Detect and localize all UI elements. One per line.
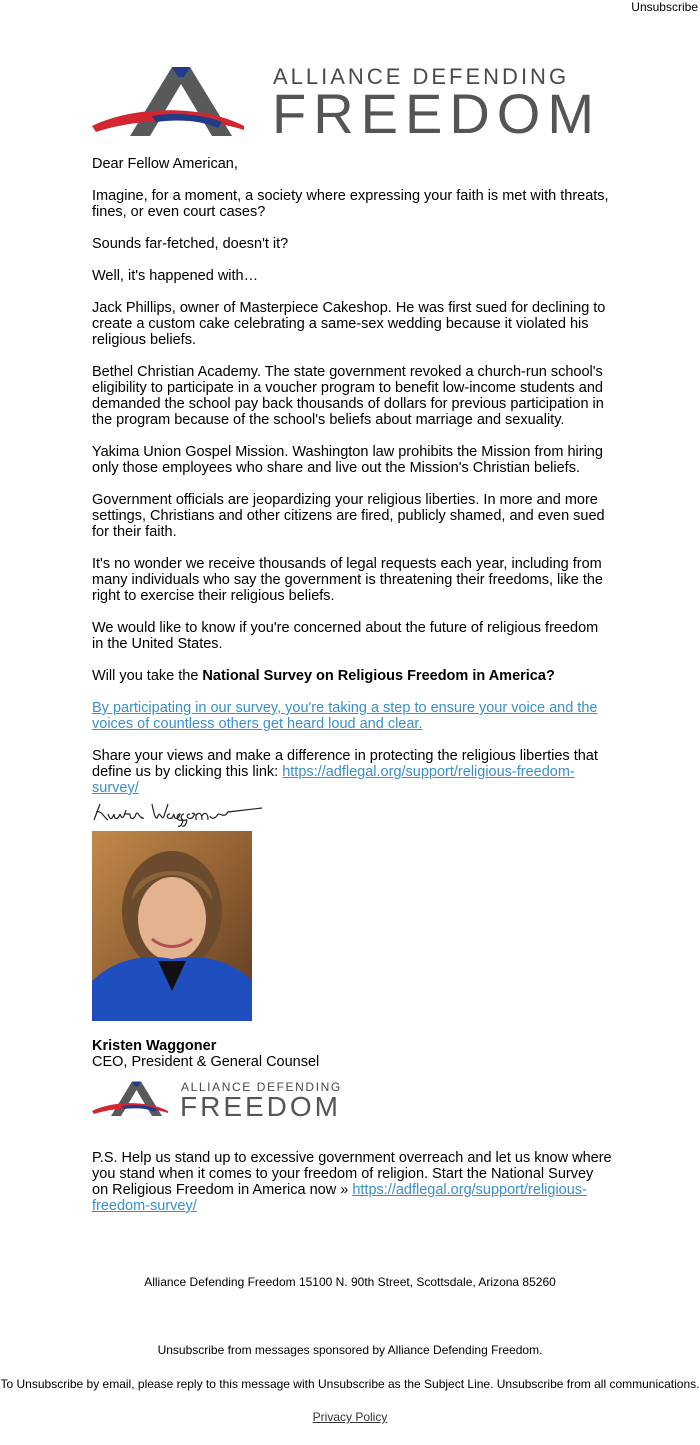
paragraph-share-views — [92, 748, 612, 796]
footer-address: Alliance Defending Freedom 15100 N. 90th Street, Scottsdale, Arizona 85260 — [144, 1275, 556, 1289]
paragraph-legal-requests: It's no wonder we receive thousands of legal requests each year, including from many individuals who say the government is threatening their freedoms, like the right to exercise their religious beliefs. — [92, 556, 603, 604]
adf-logo-mark-small-icon — [92, 1080, 172, 1120]
paragraph-participate-link — [92, 700, 612, 732]
footer-privacy — [0, 1410, 700, 1424]
privacy-policy-link[interactable]: Privacy Policy — [312, 1410, 388, 1424]
ps-paragraph — [92, 1150, 612, 1214]
signer-name: Kristen Waggoner — [92, 1038, 217, 1054]
logo-text-alliance-defending: ALLIANCE DEFENDING — [273, 64, 570, 89]
survey-url-link[interactable]: https://adflegal.org/support/religious-freedom-survey/ — [92, 764, 575, 796]
paragraph-concerned: We would like to know if you're concerned about the future of religious freedom in the United States. — [92, 620, 599, 652]
participate-survey-link[interactable]: By participating in our survey, you're taking a step to ensure your voice and the voices of countless others get heard loud and clear. — [92, 700, 598, 732]
survey-title: National Survey on Religious Freedom in America? — [202, 668, 555, 684]
signature-image — [92, 800, 272, 830]
adf-logo-mark-icon — [92, 64, 252, 144]
paragraph-far-fetched: Sounds far-fetched, doesn't it? — [92, 236, 289, 252]
paragraph-jack-phillips: Jack Phillips, owner of Masterpiece Cakeshop. He was first sued for declining to create a custom cake celebrating a same-sex wedding because it violated his religious beliefs. — [92, 300, 606, 348]
unsubscribe-top-link[interactable]: Unsubscribe — [631, 0, 698, 14]
signer-title: CEO, President & General Counsel — [92, 1054, 320, 1070]
logo-text-freedom: FREEDOM — [272, 82, 601, 145]
footer-unsubscribe-sponsored[interactable]: Unsubscribe from messages sponsored by Alliance Defending Freedom. — [157, 1343, 543, 1357]
share-views-text: Share your views and make a difference in protecting the religious liberties that define us by clicking this link: — [92, 748, 598, 780]
letter-body — [92, 156, 612, 812]
portrait-photo — [92, 831, 252, 1021]
paragraph-government-officials: Government officials are jeopardizing your religious liberties. In more and more settings, Christians and other citizens are fired, publicly shamed, and even sued for their faith. — [92, 492, 605, 540]
ps-survey-link[interactable]: https://adflegal.org/support/religious-freedom-survey/ — [92, 1182, 587, 1214]
paragraph-bethel: Bethel Christian Academy. The state government revoked a church-run school's eligibility to participate in a voucher program to benefit low-income students and demanded the school pay back thousands of dollars for previous participation in the program because of the school's beliefs about marriage and sexuality. — [92, 364, 604, 428]
adf-logo-small — [92, 1080, 352, 1122]
greeting: Dear Fellow American, — [92, 156, 238, 172]
survey-question-prefix: Will you take the — [92, 668, 203, 684]
paragraph-survey-question — [92, 668, 612, 684]
footer-unsubscribe-email[interactable]: To Unsubscribe by email, please reply to this message with Unsubscribe as the Subject Line. Unsubscribe from all communications. — [0, 1377, 700, 1391]
paragraph-yakima: Yakima Union Gospel Mission. Washington law prohibits the Mission from hiring only those employees who share and live out the Mission's Christian beliefs. — [92, 444, 603, 476]
ps-text: P.S. Help us stand up to excessive government overreach and let us know where you stand when it comes to your freedom of religion. Start the National Survey on Religious Freedom in America now » — [92, 1150, 612, 1198]
logo-small-text-alliance: ALLIANCE DEFENDING — [181, 1080, 342, 1094]
adf-logo — [92, 64, 612, 144]
paragraph-imagine: Imagine, for a moment, a society where expressing your faith is met with threats, fines, or even court cases? — [92, 188, 609, 220]
logo-small-text-freedom: FREEDOM — [180, 1091, 341, 1122]
paragraph-happened: Well, it's happened with… — [92, 268, 259, 284]
signature-block — [92, 1038, 319, 1070]
